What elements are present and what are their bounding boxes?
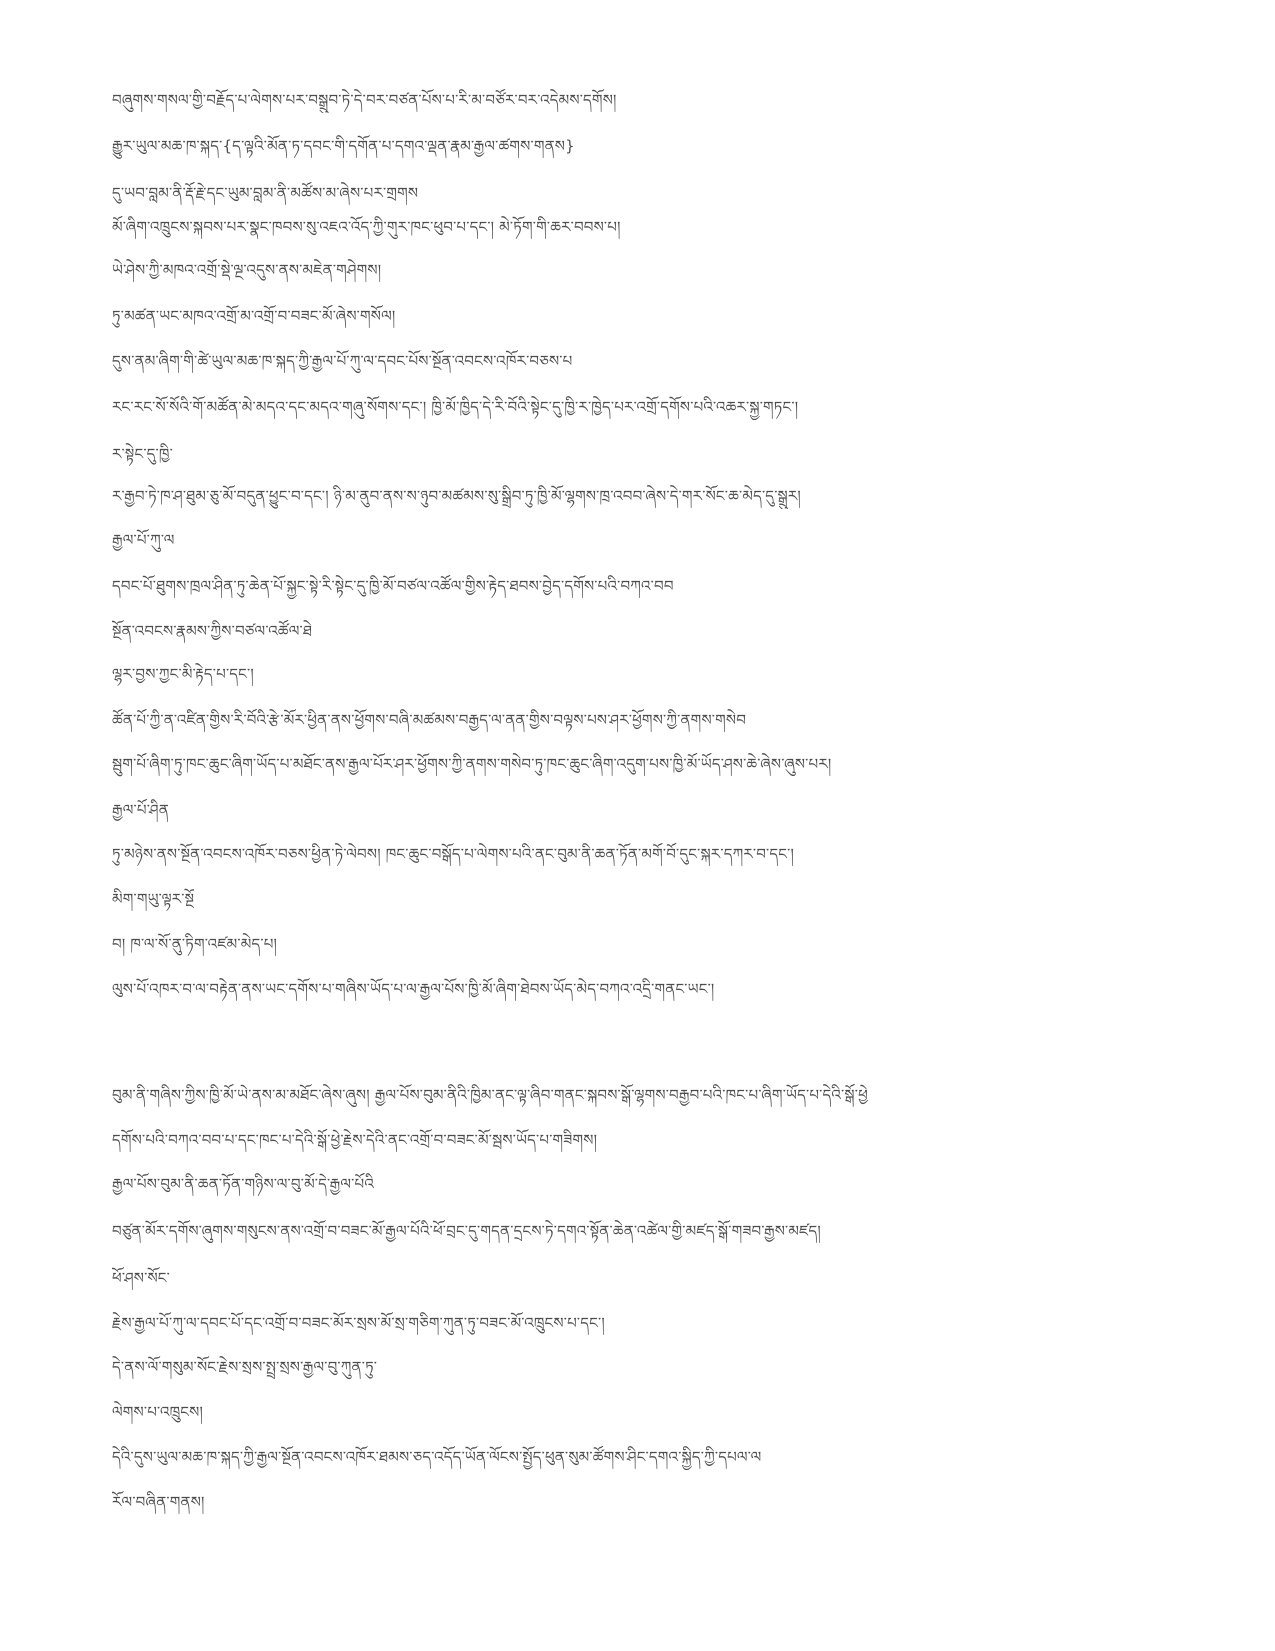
text-line: རང་རང་སོ་སོའི་གོ་མཚོན་མེ་མདའ་དང་མདའ་གཞུ་སོགས་དང་། ཁྱི་མོ་ཁྱིད་དེ་རི་བོའི་སྟེང་དུ་ཁྱི་ར་ཁྱེད་པར་འགྲོ་དགོས་པའི་འཆར་སྐྱ་གཏང་། [112,398,799,416]
text-line: དུས་ནམ་ཞིག་གི་ཚེ་ཡུལ་མཆ་ཁ་སྐད་ཀྱི་རྒྱལ་པོ་ཀུ་ལ་དབང་པོས་སྔོན་འབངས་འཁོར་བཅས་པ [112,352,573,370]
text-line: མོ་ཞིག་འཁྲུངས་སྐབས་པར་སྣང་ཁབས་སུ་འཇའ་འོད་ཀྱི་གུར་ཁང་ཕུབ་པ་དང་། མེ་ཏོག་གི་ཆར་བབས་པ། [112,218,621,236]
text-line: བཞུགས་གསལ་གྱི་བརྗོད་པ་ལེགས་པར་བསྒྲུབ་ཏེ་དེ་བར་བཙན་པོས་པ་རི་མ་བཙོར་བར་འདེམས་དགོས། [112,91,617,109]
text-line: སྦུག་པོ་ཞིག་ཏུ་ཁང་ཆུང་ཞིག་ཡོད་པ་མཐོང་ནས་རྒྱལ་པོར་ཤར་ཕྱོགས་ཀྱི་ནགས་གསེབ་ཏུ་ཁང་ཆུང་ཞིག་འདུག་པས་ཁྱི་མོ་ཡོད་ཤས་ཆེ་ཞེས་ཞུས་པར། [112,755,832,773]
text-line: བ། ཁ་ལ་སོ་ནུ་ཏིག་འཛམ་མེད་པ། [112,935,278,953]
text-line: རྒྱལ་པོས་བུམ་ནི་ཆན་ཏོན་གཉིས་ལ་བུ་མོ་དེ་རྒྱལ་པོའི [112,1175,374,1193]
text-line: དེའི་དུས་ཡུལ་མཆ་ཁ་སྐད་ཀྱི་རྒྱལ་སྔོན་འབངས་འཁོར་ཐམས་ཅད་འདོད་ཡོན་ལོངས་སྤྱོད་ཕུན་སུམ་ཚོགས་ཤིང་དགའ་སྐྱིད་ཀྱི་དཔལ་ལ [112,1448,762,1466]
text-line: སྔོན་འབངས་རྣམས་ཀྱིས་བཙལ་འཚོལ་ཐེ [112,622,313,640]
text-line: ལྷར་བྱས་ཀྱང་མི་རྟེད་པ་དང་། [112,665,254,683]
text-line: ཚོན་པོ་ཀྱི་ན་འཛིན་གྱིས་རི་བོའི་རྩེ་མོར་ཕྱིན་ནས་ཕྱོགས་བཞི་མཚམས་བརྒྱད་ལ་ནན་གྱིས་བལྟས་པས་ཤར་ཕྱོགས་ཀྱི་ནགས་གསེབ [112,711,747,729]
text-line: རྒྱུར་ཡུལ་མཆ་ཁ་སྐད་{ད་ལྟའི་མོན་ཏ་དབང་གི་དགོན་པ་དགའ་ལྡན་རྣམ་རྒྱལ་ཚགས་གནས} [112,137,575,155]
text-line: ཕོ་ཤས་སོང་ [112,1269,171,1287]
text-line: དགོས་པའི་བཀའ་བབ་པ་དང་ཁང་པ་དེའི་སྒོ་ཕྱེ་རྗེས་དེའི་ནང་འགྲོ་བ་བཟང་མོ་སྦས་ཡོད་པ་གཟིགས། [112,1131,598,1149]
text-line: ར་རྒྱབ་ཏེ་ཁ་ཤ་ཐུམ་ཅུ་མོ་བདུན་ཕྱུང་བ་དང་། ཉི་མ་ནུབ་ནས་ས་ཉུབ་མཚམས་སུ་སྒྲིབ་ཏུ་ཁྱི་མོ་ལྷགས་ཁྲ་འབབ་ཞེས་དེ་གར་སོང་ཆ་མེད་དུ་སྒྲུར། [112,487,801,505]
text-line: ཡེ་ཤེས་ཀྱི་མཁའ་འགྲོ་སྡེ་ལྔ་འདུས་ནས་མཇེན་གཤེགས། [112,261,382,279]
text-line: ཏུ་མཉེས་ནས་སྔོན་འབངས་འཁོར་བཅས་ཕྱིན་ཏེ་ལེབས། ཁང་ཆུང་བསྒོད་པ་ལེགས་པའི་ནང་བུམ་ནི་ཆན་ཏོན་མགོ་བོ་དུང་སྐར་དཀར་བ་དང་། [112,845,795,863]
text-line: ཏུ་མཚན་ཡང་མཁའ་འགྲོ་མ་འགྲོ་བ་བཟང་མོ་ཞེས་གསོལ། [112,307,396,325]
text-line: དུ་ཡབ་བླམ་ནི་རྡོ་རྗེ་དང་ཡུམ་བླམ་ནི་མཚོས་མ་ཞེས་པར་གྲགས [112,184,419,202]
text-line: བུམ་ནི་གཞིས་ཀྱིས་ཁྱི་མོ་ཡེ་ནས་མ་མཐོང་ཞེས་ཞུས། རྒྱལ་པོས་བུམ་ནིའི་ཁྱིམ་ནང་ལྟ་ཞིབ་གནང་སྐབས་སྒོ་ལྷགས་བརྒྱབ་པའི་ཁང་པ་ཞིག་ཡོད་པ་དེའི་སྒོ་ཕྱེ [112,1086,868,1104]
text-line: རྗེས་རྒྱལ་པོ་ཀུ་ལ་དབང་པོ་དང་འགྲོ་བ་བཟང་མོར་སྲས་མོ་སྲ་གཅིག་ཀུན་ཏུ་བཟང་མོ་འཁྲུངས་པ་དང་། [112,1314,605,1332]
text-line: དེ་ནས་ལོ་གསུམ་སོང་རྗེས་སྲས་སྤྲ་སྲས་རྒྱལ་བུ་ཀུན་ཏུ་ [112,1358,378,1376]
text-line: བཙུན་མོར་དགོས་ཞུགས་གསུངས་ནས་འགྲོ་བ་བཟང་མོ་རྒྱལ་པོའི་ཕོ་བྲང་དུ་གདན་དྲངས་ཏེ་དགའ་སྟོན་ཆེན་འཚེལ་གྱི་མཛད་སྒོ་གཟབ་རྒྱས་མཛད། [112,1222,821,1240]
text-line: རྒྱལ་པོ་ཤིན [112,801,169,819]
text-line: དབང་པོ་ཐུགས་ཁྲལ་ཤིན་ཏུ་ཆེན་པོ་སྐྱང་སྟེ་རི་སྟེང་དུ་ཁྱི་མོ་བཙལ་འཚོལ་གྱིས་རྟེད་ཐབས་བྱེད་དགོས་པའི་བཀའ་བབ [112,577,674,595]
text-line: ལུས་པོ་འཁར་བ་ལ་བརྟེན་ནས་ཡང་དགོས་པ་གཞིས་ཡོད་པ་ལ་རྒྱལ་པོས་ཁྱི་མོ་ཞིག་ཐེབས་ཡོད་མེད་བཀའ་འདྲི་གནང་ཡང་། [112,980,715,998]
text-line: ལེགས་པ་འཁྲུངས། [112,1403,204,1421]
text-line: མིག་གཡུ་ལྟར་སྔོ [112,890,195,908]
text-line: རོལ་བཞིན་གནས། [112,1493,205,1511]
text-line: རྒྱལ་པོ་ཀུ་ལ [112,531,175,549]
text-line: ར་སྟེང་དུ་ཁྱི་ [112,445,173,463]
